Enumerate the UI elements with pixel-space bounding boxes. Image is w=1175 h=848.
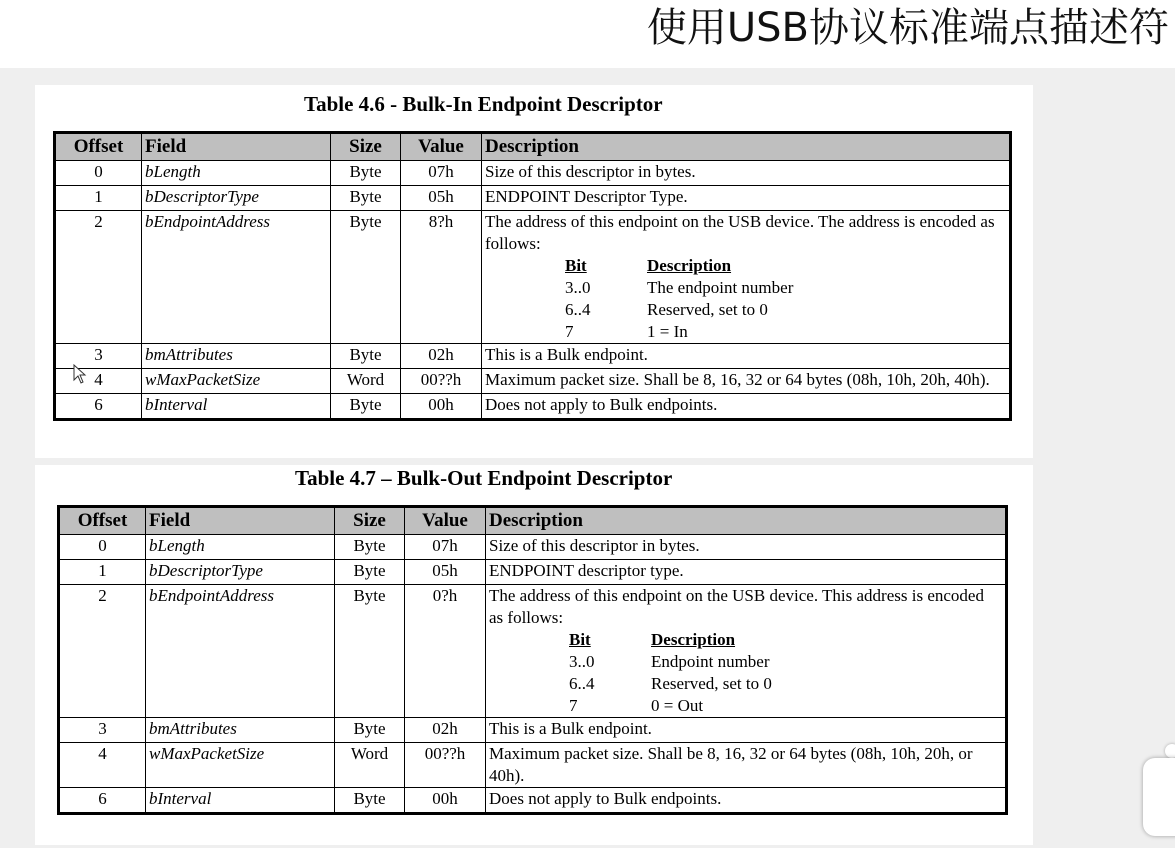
size-cell: Byte [335,788,405,814]
header-offset: Offset [55,133,142,161]
size-cell: Byte [331,344,401,369]
field-cell: bLength [142,161,331,186]
table-row [59,585,1007,718]
field-cell: wMaxPacketSize [142,369,331,394]
offset-cell: 4 [59,743,146,788]
offset-cell: 2 [55,211,142,344]
bit-range: 3..0 [569,652,595,671]
description-cell: Maximum packet size. Shall be 8, 16, 32 or 64 bytes (08h, 10h, 20h, or 40h). [486,743,1007,788]
bit-meaning: The endpoint number [647,278,794,297]
table-header [59,507,1007,535]
value-cell: 02h [405,718,486,743]
field-cell: bDescriptorType [142,186,331,211]
table-row [55,369,1011,394]
bit-meaning: Reserved, set to 0 [651,674,772,693]
size-cell: Byte [335,585,405,718]
description-cell: ENDPOINT Descriptor Type. [482,186,1011,211]
header-offset: Offset [59,507,146,535]
bit-meaning: Endpoint number [651,652,770,671]
table-row [55,186,1011,211]
table-row [59,788,1007,814]
size-cell: Byte [331,211,401,344]
header-description: Description [482,133,1011,161]
value-cell: 00??h [405,743,486,788]
header-row [55,133,1011,161]
bit-range: 7 [565,322,574,341]
mouse-cursor-icon [73,364,87,384]
table-row [55,161,1011,186]
description-cell: Size of this descriptor in bytes. [482,161,1011,186]
value-cell: 0?h [405,585,486,718]
field-cell: bmAttributes [142,344,331,369]
description-cell: Maximum packet size. Shall be 8, 16, 32 or 64 bytes (08h, 10h, 20h, 40h). [482,369,1011,394]
description-cell: Does not apply to Bulk endpoints. [482,394,1011,420]
bit-meaning: 1 = In [647,322,688,341]
offset-cell: 3 [55,344,142,369]
bit-meaning: 0 = Out [651,696,704,715]
header-value: Value [401,133,482,161]
value-cell: 00??h [401,369,482,394]
offset-cell: 4 [55,369,142,394]
size-cell: Byte [331,161,401,186]
bit-range: 3..0 [565,278,591,297]
bulk-in-descriptor-table [53,131,1012,421]
description-cell [486,585,1007,718]
table-row [59,718,1007,743]
offset-cell: 6 [59,788,146,814]
bit-description-header: Description [651,630,736,649]
size-cell: Byte [335,718,405,743]
size-cell: Byte [331,394,401,420]
value-cell: 8?h [401,211,482,344]
value-cell: 05h [401,186,482,211]
size-cell: Byte [331,186,401,211]
header-value: Value [405,507,486,535]
value-cell: 07h [405,535,486,560]
offset-cell: 1 [59,560,146,585]
field-cell: bInterval [146,788,335,814]
size-cell: Byte [335,535,405,560]
header-row [59,507,1007,535]
header-size: Size [331,133,401,161]
table-row [59,560,1007,585]
description-cell: ENDPOINT descriptor type. [486,560,1007,585]
header-description: Description [486,507,1007,535]
field-cell: bEndpointAddress [142,211,331,344]
bit-range: 6..4 [565,300,591,319]
bulk-out-descriptor-table [57,505,1008,815]
field-cell: bLength [146,535,335,560]
bit-header: Bit [569,630,591,649]
offset-cell: 6 [55,394,142,420]
value-cell: 02h [401,344,482,369]
table-row [55,394,1011,420]
bit-layout [569,629,1002,717]
description-cell: This is a Bulk endpoint. [482,344,1011,369]
page-separator [26,458,1036,465]
bit-description-header: Description [647,256,732,275]
description-cell: Size of this descriptor in bytes. [486,535,1007,560]
offset-cell: 3 [59,718,146,743]
bit-range: 6..4 [569,674,595,693]
field-cell: bDescriptorType [146,560,335,585]
table-header [55,133,1011,161]
header-field: Field [146,507,335,535]
floating-toolbar-dot[interactable] [1165,744,1175,758]
header-field: Field [142,133,331,161]
offset-cell: 2 [59,585,146,718]
size-cell: Byte [335,560,405,585]
bit-range: 7 [569,696,578,715]
value-cell: 00h [401,394,482,420]
floating-side-panel-tab[interactable] [1143,758,1175,836]
field-cell: bmAttributes [146,718,335,743]
value-cell: 05h [405,560,486,585]
bit-header: Bit [565,256,587,275]
table-caption-bulk-in: Table 4.6 - Bulk-In Endpoint Descriptor [304,92,663,116]
slide-title: 使用USB协议标准端点描述符 [646,5,1169,51]
table-row [59,535,1007,560]
header-size: Size [335,507,405,535]
value-cell: 00h [405,788,486,814]
size-cell: Word [335,743,405,788]
table-row [59,743,1007,788]
offset-cell: 1 [55,186,142,211]
value-cell: 07h [401,161,482,186]
field-cell: bEndpointAddress [146,585,335,718]
bit-layout [565,255,1006,343]
description-cell: This is a Bulk endpoint. [486,718,1007,743]
field-cell: wMaxPacketSize [146,743,335,788]
slide-header [0,0,1175,68]
description-cell [482,211,1011,344]
table-caption-bulk-out: Table 4.7 – Bulk-Out Endpoint Descriptor [295,466,673,490]
table-row [55,344,1011,369]
offset-cell: 0 [55,161,142,186]
bit-meaning: Reserved, set to 0 [647,300,768,319]
address-description: The address of this endpoint on the USB device. The address is encoded as follows: [485,212,995,253]
description-cell: Does not apply to Bulk endpoints. [486,788,1007,814]
table-row [55,211,1011,344]
offset-cell: 0 [59,535,146,560]
field-cell: bInterval [142,394,331,420]
size-cell: Word [331,369,401,394]
address-description: The address of this endpoint on the USB device. This address is encoded as follows: [489,586,984,627]
